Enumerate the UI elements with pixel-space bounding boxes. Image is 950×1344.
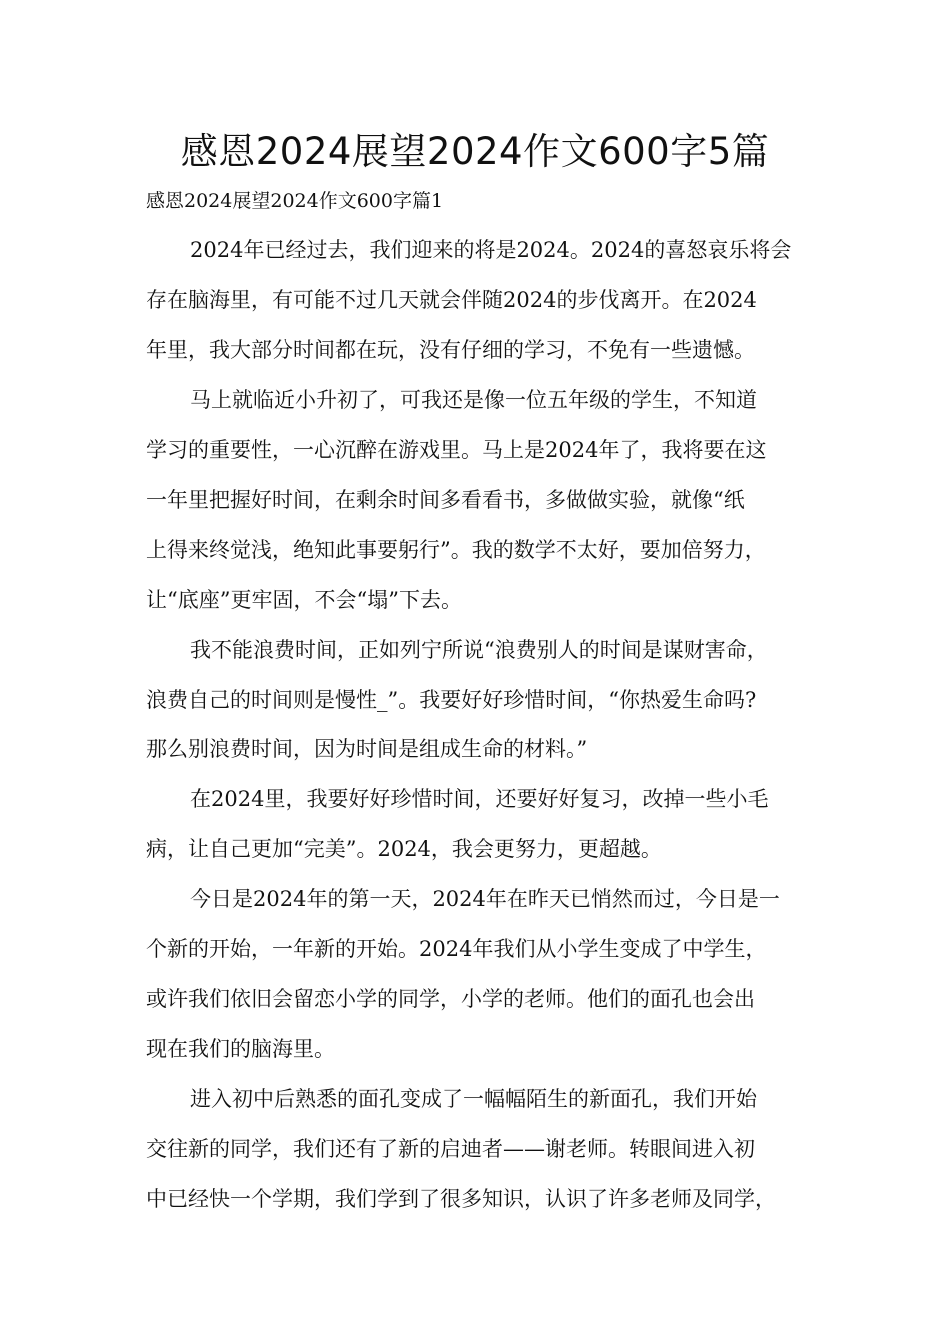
document-title: 感恩2024展望2024作文600字5篇 (180, 130, 770, 173)
essay-subtitle: 感恩2024展望2024作文600字篇1 (146, 190, 444, 212)
text-line: 今日是2024年的第一天，2024年在昨天已悄然而过，今日是一 (190, 887, 780, 911)
text-line: 进入初中后熟悉的面孔变成了一幅幅陌生的新面孔，我们开始 (190, 1087, 757, 1111)
text-line: 个新的开始，一年新的开始。2024年我们从小学生变成了中学生， (146, 937, 767, 961)
text-line: 一年里把握好时间，在剩余时间多看看书，多做做实验，就像“纸 (146, 488, 745, 512)
text-line: 中已经快一个学期，我们学到了很多知识，认识了许多老师及同学， (146, 1187, 776, 1211)
text-line: 浪费自己的时间则是慢性_”。我要好好珍惜时间，“你热爱生命吗? (146, 688, 757, 712)
text-line: 在2024里，我要好好珍惜时间，还要好好复习，改掉一些小毛 (190, 787, 769, 811)
text-line: 病，让自己更加“完美”。2024，我会更努力，更超越。 (146, 837, 662, 861)
text-line: 上得来终觉浅，绝知此事要躬行”。我的数学不太好，要加倍努力， (146, 538, 766, 562)
text-line: 存在脑海里，有可能不过几天就会伴随2024的步伐离开。在2024 (146, 288, 757, 312)
text-line: 交往新的同学，我们还有了新的启迪者——谢老师。转眼间进入初 (146, 1137, 755, 1161)
text-line: 或许我们依旧会留恋小学的同学，小学的老师。他们的面孔也会出 (146, 987, 755, 1011)
text-line: 那么别浪费时间，因为时间是组成生命的材料。” (146, 737, 588, 761)
text-line: 年里，我大部分时间都在玩，没有仔细的学习，不免有一些遗憾。 (146, 338, 755, 362)
text-line: 现在我们的脑海里。 (146, 1037, 335, 1061)
text-line: 让“底座”更牢固，不会“塌”下去。 (146, 588, 462, 612)
text-line: 学习的重要性，一心沉醉在游戏里。马上是2024年了，我将要在这 (146, 438, 767, 462)
text-line: 2024年已经过去，我们迎来的将是2024。2024的喜怒哀乐将会 (190, 238, 792, 262)
text-line: 马上就临近小升初了，可我还是像一位五年级的学生，不知道 (190, 388, 757, 412)
text-line: 我不能浪费时间，正如列宁所说“浪费别人的时间是谋财害命， (190, 638, 768, 662)
